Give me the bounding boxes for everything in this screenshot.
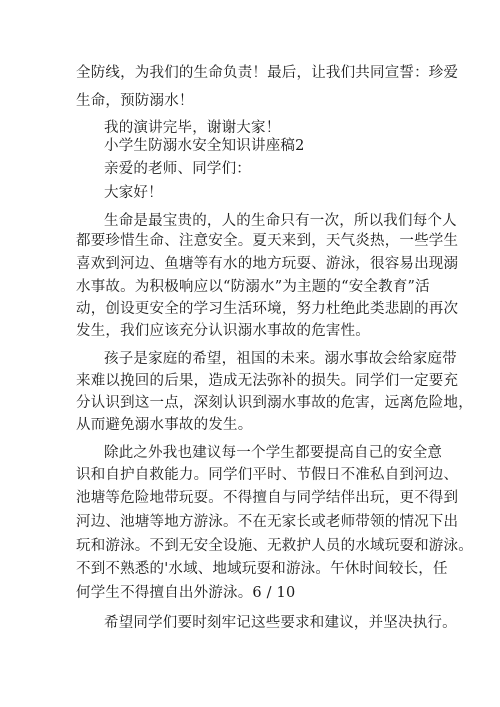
salutation: 亲爱的老师、同学们： <box>104 161 251 177</box>
text-line-13: 孩子是家庭的希望，祖国的未来。溺水事故会给家庭带 <box>104 351 457 367</box>
text-line-1: 全防线，为我们的生命负责！最后，让我们共同宣誓：珍爱 <box>76 65 459 81</box>
text-line-7: 生命是最宝贵的，人的生命只有一次，所以我们每个人 <box>104 213 457 229</box>
text-line-9: 喜欢到河边、鱼塘等有水的地方玩耍、游泳，很容易出现溺 <box>76 256 459 272</box>
text-line-2: 生命，预防溺水！ <box>76 93 194 109</box>
section-title: 小学生防溺水安全知识讲座稿2 <box>104 138 305 154</box>
text-line-12: 发生，我们应该充分认识溺水事故的危害性。 <box>76 323 370 339</box>
text-line-24: 希望同学们要时刻牢记这些要求和建议，并坚决执行。 <box>104 615 457 631</box>
text-line-15: 分认识到这一点，深刻认识到溺水事故的危害，远离危险地， <box>76 395 473 411</box>
text-line-11: 动，创设更安全的学习生活环境，努力杜绝此类悲剧的再次 <box>76 301 459 317</box>
text-line-19: 池塘等危险地带玩耍。不得擅自与同学结伴出玩，更不得到 <box>76 490 459 506</box>
text-line-10: 水事故。为积极响应以“防溺水”为主题的“安全教育”活 <box>76 279 430 295</box>
text-line-18: 识和自护自救能力。同学们平时、节假日不准私自到河边、 <box>76 467 459 483</box>
text-line-14: 来难以挽回的后果，造成无法弥补的损失。同学们一定要充 <box>76 373 459 389</box>
text-line-16: 从而避免溺水事故的发生。 <box>76 417 253 433</box>
text-line-23: 何学生不得擅自出外游泳。6 / 10 <box>76 585 296 601</box>
text-line-22: 不到不熟悉的'水域、地域玩耍和游泳。午休时间较长，任 <box>76 561 448 577</box>
text-line-17: 除此之外我也建议每一个学生都要提高自己的安全意 <box>104 445 443 461</box>
text-line-21: 玩和游泳。不到无安全设施、无救护人员的水域玩耍和游泳。 <box>76 538 473 554</box>
text-line-8: 都要珍惜生命、注意安全。夏天来到，天气炎热，一些学生 <box>76 233 459 249</box>
text-line-3: 我的演讲完毕，谢谢大家！ <box>104 120 281 136</box>
greeting: 大家好！ <box>104 185 163 201</box>
text-line-20: 河边、池塘等地方游泳。不在无家长或老师带领的情况下出 <box>76 514 459 530</box>
